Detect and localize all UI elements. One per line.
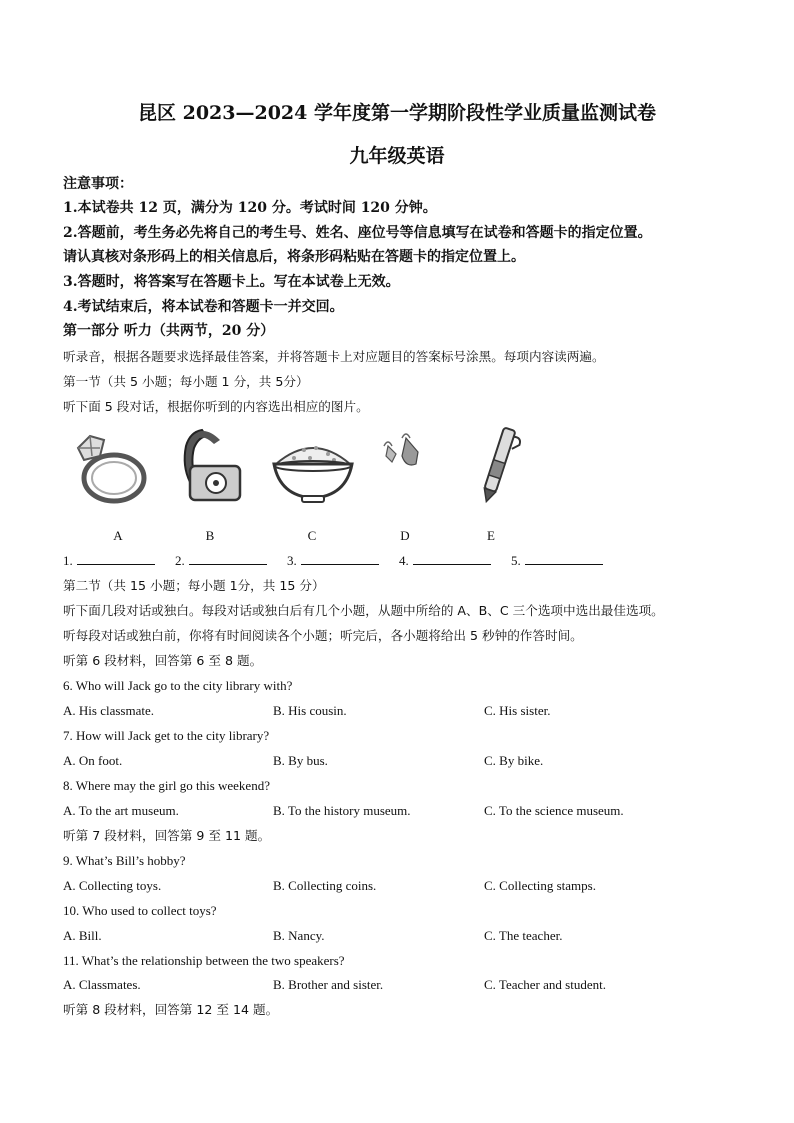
answer-blank[interactable] (175, 552, 267, 569)
picture-label: A (113, 528, 123, 543)
option-b[interactable]: B. By bus. (273, 753, 328, 768)
notice-heading: 注意事项： (63, 176, 133, 192)
option-b[interactable]: B. Brother and sister. (273, 977, 384, 992)
part1-heading: 第一部分 听力（共两节，20 分） (63, 323, 275, 339)
answer-blank[interactable] (399, 552, 491, 569)
part1-instruction: 听录音，根据各题要求选择最佳答案，并将答题卡上对应题目的答案标号涂黑。每项内容读两遍。 (63, 349, 605, 364)
section2-heading: 第二节（共 15 小题；每小题 1分，共 15 分） (63, 578, 325, 593)
option-b[interactable]: B. Collecting coins. (273, 878, 377, 893)
question-text: 8. Where may the girl go this weekend? (63, 778, 270, 793)
blank-line[interactable] (525, 552, 603, 565)
exam-subtitle: 九年级英语 (349, 145, 445, 167)
blank-line[interactable] (413, 552, 491, 565)
option-a[interactable]: A. Collecting toys. (63, 878, 162, 893)
ring-icon (64, 426, 150, 506)
notice-item: 1.本试卷共 12 页，满分为 120 分。考试时间 120 分钟。 (63, 200, 437, 216)
earrings-icon (372, 426, 458, 506)
question-text: 9. What’s Bill’s hobby? (63, 853, 186, 868)
option-a[interactable]: A. On foot. (63, 753, 123, 768)
blank-line[interactable] (77, 552, 155, 565)
material-heading: 听第 6 段材料，回答第 6 至 8 题。 (63, 653, 263, 668)
option-c[interactable]: C. By bike. (484, 753, 544, 768)
question-text: 10. Who used to collect toys? (63, 903, 217, 918)
blank-number: 3. (287, 553, 297, 568)
blank-number: 5. (511, 553, 521, 568)
blank-number: 1. (63, 553, 73, 568)
question-text: 6. Who will Jack go to the city library with? (63, 678, 293, 693)
notice-item: 2.答题前，考生务必先将自己的考生号、姓名、座位号等信息填写在试卷和答题卡的指定位置。 (63, 225, 652, 241)
picture-label: B (205, 528, 215, 543)
answer-blank[interactable] (287, 552, 379, 569)
rice-bowl-icon (270, 426, 356, 506)
picture-label: D (400, 528, 410, 543)
picture-label: E (487, 528, 495, 543)
question-text: 7. How will Jack get to the city library? (63, 728, 270, 743)
pen-icon (470, 426, 556, 506)
option-a[interactable]: A. His classmate. (63, 703, 154, 718)
option-a[interactable]: A. To the art museum. (63, 803, 179, 818)
option-b[interactable]: B. Nancy. (273, 928, 325, 943)
option-c[interactable]: C. His sister. (484, 703, 551, 718)
option-a[interactable]: A. Classmates. (63, 977, 141, 992)
answer-blank[interactable] (511, 552, 603, 569)
option-c[interactable]: C. The teacher. (484, 928, 563, 943)
section2-instruction: 听下面几段对话或独白。每段对话或独白后有几个小题，从题中所给的 A、B、C 三个选项中选出最佳选项。 (63, 603, 664, 618)
blank-line[interactable] (189, 552, 267, 565)
question-text: 11. What’s the relationship between the two speakers? (63, 953, 345, 968)
section1-instruction: 听下面 5 段对话，根据你听到的内容选出相应的图片。 (63, 399, 369, 414)
option-c[interactable]: C. To the science museum. (484, 803, 624, 818)
option-b[interactable]: B. His cousin. (273, 703, 347, 718)
notice-item: 3.答题时，将答案写在答题卡上。写在本试卷上无效。 (63, 274, 400, 290)
option-c[interactable]: C. Teacher and student. (484, 977, 606, 992)
exam-title: 昆区 2023—2024 学年度第一学期阶段性学业质量监测试卷 (138, 102, 656, 124)
blank-line[interactable] (301, 552, 379, 565)
material-heading: 听第 7 段材料，回答第 9 至 11 题。 (63, 828, 271, 843)
section1-heading: 第一节（共 5 小题；每小题 1 分，共 5分） (63, 374, 309, 389)
option-b[interactable]: B. To the history museum. (273, 803, 411, 818)
blank-number: 4. (399, 553, 409, 568)
answer-blank[interactable] (63, 552, 155, 569)
blank-number: 2. (175, 553, 185, 568)
option-a[interactable]: A. Bill. (63, 928, 102, 943)
notice-item: 4.考试结束后，将本试卷和答题卡一并交回。 (63, 299, 344, 315)
telephone-icon (168, 426, 254, 506)
option-c[interactable]: C. Collecting stamps. (484, 878, 596, 893)
picture-label: C (307, 528, 317, 543)
material-heading: 听第 8 段材料，回答第 12 至 14 题。 (63, 1002, 279, 1017)
notice-item: 请认真核对条形码上的相关信息后，将条形码粘贴在答题卡的指定位置上。 (63, 249, 525, 265)
section2-instruction: 听每段对话或独白前，你将有时间阅读各个小题；听完后，各小题将给出 5 秒钟的作答时间。 (63, 628, 583, 643)
